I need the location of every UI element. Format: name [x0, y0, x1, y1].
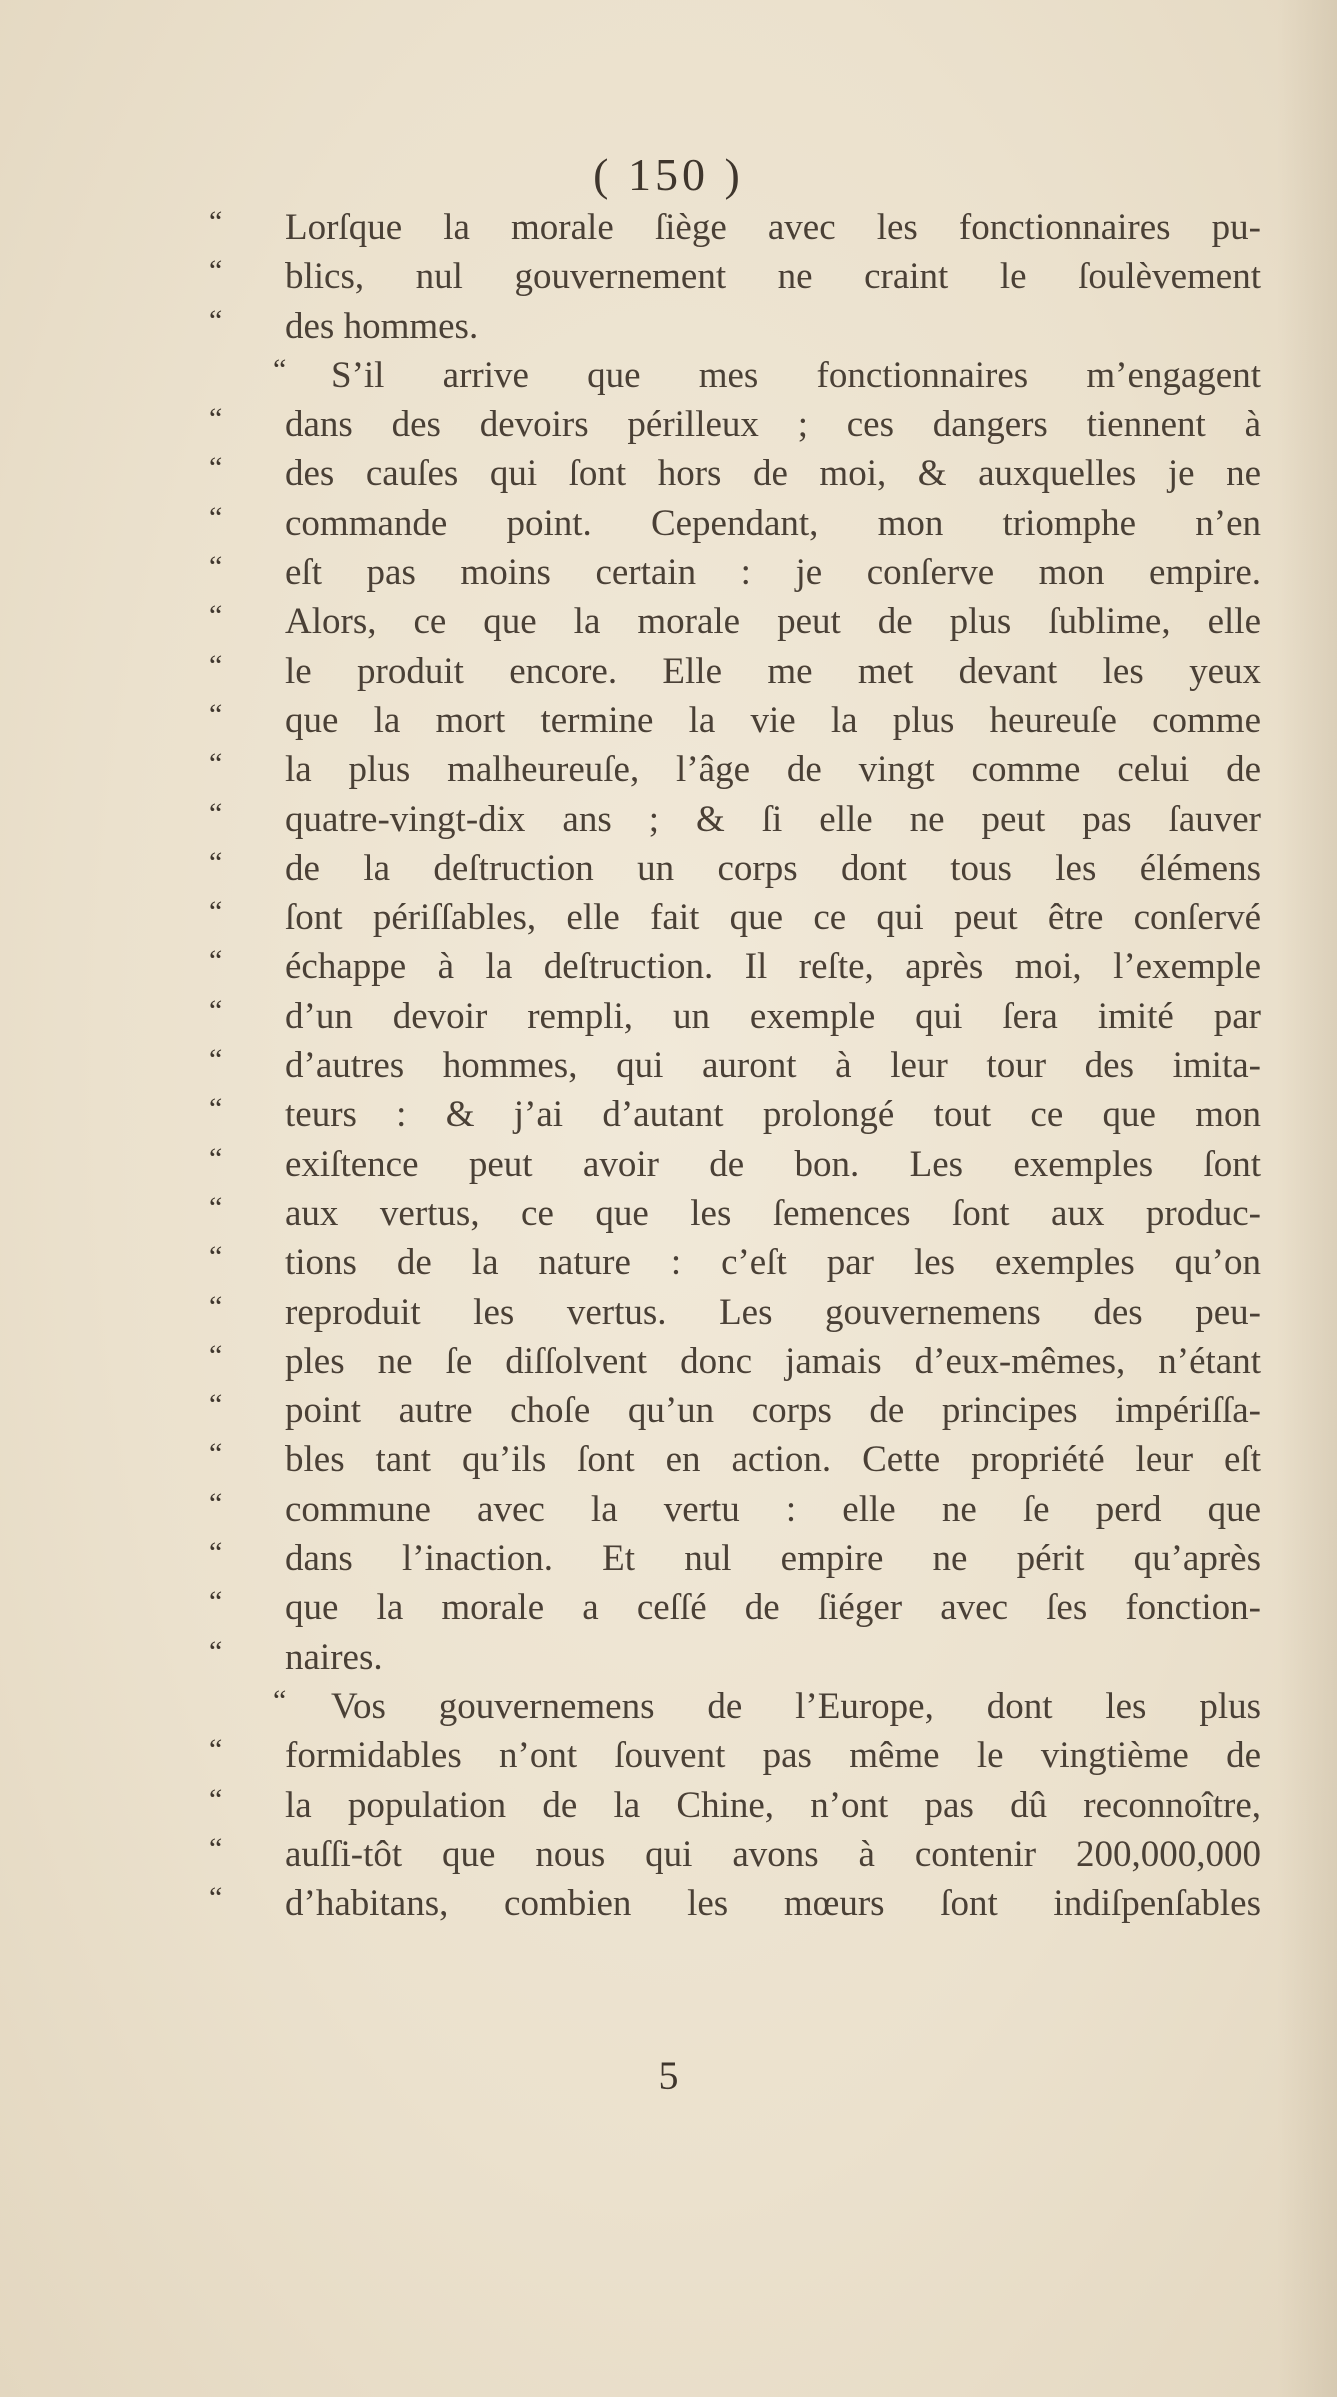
- text-line: [209, 1435, 1261, 1484]
- line-text: d’autres hommes, qui auront à leur tour des imita-: [285, 1045, 1261, 1087]
- line-text: de la deſtruction un corps dont tous les élémens: [285, 847, 1261, 889]
- line-text: la population de la Chine, n’ont pas dû reconnoître,: [285, 1784, 1261, 1826]
- line-text: tions de la nature : c’eſt par les exemples qu’on: [285, 1242, 1261, 1284]
- line-text: ples ne ſe diſſolvent donc jamais d’eux-mêmes, n’étant: [285, 1340, 1261, 1382]
- text-line: [209, 745, 1261, 794]
- text-line: [209, 1041, 1261, 1090]
- text-line: [209, 548, 1261, 597]
- line-text: que la morale a ceſſé de ſiéger avec ſes fonction-: [285, 1587, 1261, 1629]
- quotation-mark: “: [209, 599, 223, 633]
- quotation-mark: “: [209, 1486, 223, 1520]
- signature-mark: 5: [658, 2053, 679, 2098]
- text-line: [209, 1337, 1261, 1386]
- line-text: commune avec la vertu : elle ne ſe perd que: [285, 1488, 1261, 1530]
- quotation-mark: “: [209, 1437, 223, 1471]
- quotation-mark: “: [209, 1831, 223, 1865]
- quotation-mark: “: [209, 845, 223, 879]
- text-line: [209, 1189, 1261, 1238]
- text-line: [209, 1090, 1261, 1139]
- quotation-mark: “: [209, 1141, 223, 1175]
- quotation-mark: “: [209, 1536, 223, 1570]
- line-text: Alors, ce que la morale peut de plus ſublime, elle: [285, 601, 1261, 643]
- line-text: naires.: [285, 1636, 383, 1678]
- text-line: [209, 1583, 1261, 1632]
- quotation-mark: “: [209, 1733, 223, 1767]
- page-number: ( 150 ): [593, 149, 744, 200]
- quotation-mark: “: [209, 254, 223, 288]
- quotation-mark: “: [209, 1634, 223, 1668]
- quotation-mark: “: [209, 1881, 223, 1915]
- text-line: [209, 1386, 1261, 1435]
- quotation-mark: “: [209, 697, 223, 731]
- quotation-mark: “: [209, 1585, 223, 1619]
- line-text: Vos gouvernemens de l’Europe, dont les plus: [331, 1685, 1261, 1727]
- text-line: [209, 449, 1261, 498]
- line-text: point autre choſe qu’un corps de principes impériſſa-: [285, 1390, 1261, 1432]
- line-text: ſont périſſables, elle fait que ce qui peut être conſervé: [285, 897, 1261, 939]
- line-text: quatre-vingt-dix ans ; & ſi elle ne peut pas ſauver: [285, 798, 1261, 840]
- quotation-mark: “: [209, 1338, 223, 1372]
- text-line: [209, 400, 1261, 449]
- text-line: [209, 1633, 1261, 1682]
- line-text: d’un devoir rempli, un exemple qui ſera imité par: [285, 995, 1261, 1037]
- text-line: [209, 1534, 1261, 1583]
- quotation-mark: “: [209, 944, 223, 978]
- text-line: [209, 1238, 1261, 1287]
- line-text: blics, nul gouvernement ne craint le ſoulèvement: [285, 256, 1261, 298]
- text-line: [209, 696, 1261, 745]
- text-line: [209, 992, 1261, 1041]
- text-line: [209, 1830, 1261, 1879]
- line-text: le produit encore. Elle me met devant les yeux: [285, 650, 1261, 692]
- line-text: la plus malheureuſe, l’âge de vingt comme celui de: [285, 749, 1261, 791]
- quotation-mark: “: [209, 303, 223, 337]
- quotation-mark: “: [209, 993, 223, 1027]
- quotation-mark: “: [209, 500, 223, 534]
- text-line: [209, 942, 1261, 991]
- quotation-mark: “: [209, 1190, 223, 1224]
- page-edge-shadow: [1277, 0, 1337, 2397]
- quotation-mark: “: [209, 1240, 223, 1274]
- line-text: exiſtence peut avoir de bon. Les exemples ſont: [285, 1143, 1261, 1185]
- text-line: [209, 795, 1261, 844]
- line-text: Lorſque la morale ſiège avec les fonctionnaires pu-: [285, 207, 1261, 248]
- quotation-mark: “: [209, 1289, 223, 1323]
- quotation-mark: “: [209, 451, 223, 485]
- line-text: des cauſes qui ſont hors de moi, & auxquelles je ne: [285, 453, 1261, 495]
- text-line: [209, 1288, 1261, 1337]
- text-line: [209, 1485, 1261, 1534]
- line-text: teurs : & j’ai d’autant prolongé tout ce que mon: [285, 1094, 1261, 1136]
- line-text: des hommes.: [285, 305, 479, 347]
- line-text: dans des devoirs périlleux ; ces dangers tiennent à: [285, 404, 1261, 446]
- text-line: [209, 1879, 1261, 1928]
- line-text: bles tant qu’ils ſont en action. Cette propriété leur eſt: [285, 1439, 1261, 1481]
- quotation-mark: “: [209, 1043, 223, 1077]
- quotation-mark: “: [209, 648, 223, 682]
- line-text: dans l’inaction. Et nul empire ne périt qu’après: [285, 1538, 1261, 1580]
- quotation-mark: “: [209, 747, 223, 781]
- line-text: que la mort termine la vie la plus heureuſe comme: [285, 699, 1261, 741]
- text-line: [209, 1731, 1261, 1780]
- quotation-mark: “: [209, 550, 223, 584]
- text-line: [209, 893, 1261, 942]
- text-line: [209, 302, 1261, 351]
- body-text: [209, 203, 1261, 1928]
- quotation-mark: “: [273, 1683, 287, 1717]
- quotation-mark: “: [209, 205, 223, 238]
- line-text: aux vertus, ce que les ſemences ſont aux produc-: [285, 1192, 1261, 1234]
- text-line: [213, 1682, 1261, 1731]
- text-line: [209, 203, 1261, 252]
- line-text: d’habitans, combien les mœurs ſont indiſpenſables: [285, 1883, 1261, 1925]
- text-line: [209, 252, 1261, 301]
- line-text: commande point. Cependant, mon triomphe n’en: [285, 502, 1261, 544]
- text-line: [209, 499, 1261, 548]
- quotation-mark: “: [209, 1782, 223, 1816]
- quotation-mark: “: [209, 1388, 223, 1422]
- line-text: auſſi-tôt que nous qui avons à contenir 200,000,000: [285, 1833, 1261, 1875]
- quotation-mark: “: [209, 796, 223, 830]
- line-text: formidables n’ont ſouvent pas même le vingtième de: [285, 1735, 1261, 1777]
- text-line: [209, 1781, 1261, 1830]
- text-line: [209, 597, 1261, 646]
- quotation-mark: “: [209, 1092, 223, 1126]
- text-line: [209, 647, 1261, 696]
- quotation-mark: “: [273, 352, 287, 386]
- line-text: reproduit les vertus. Les gouvernemens des peu-: [285, 1291, 1261, 1333]
- line-text: eſt pas moins certain : je conſerve mon empire.: [285, 552, 1261, 594]
- quotation-mark: “: [209, 402, 223, 436]
- line-text: échappe à la deſtruction. Il reſte, après moi, l’exemple: [285, 946, 1261, 988]
- text-line: [209, 844, 1261, 893]
- text-line: [209, 1140, 1261, 1189]
- line-text: S’il arrive que mes fonctionnaires m’engagent: [331, 354, 1261, 396]
- text-line: [213, 351, 1261, 400]
- quotation-mark: “: [209, 895, 223, 929]
